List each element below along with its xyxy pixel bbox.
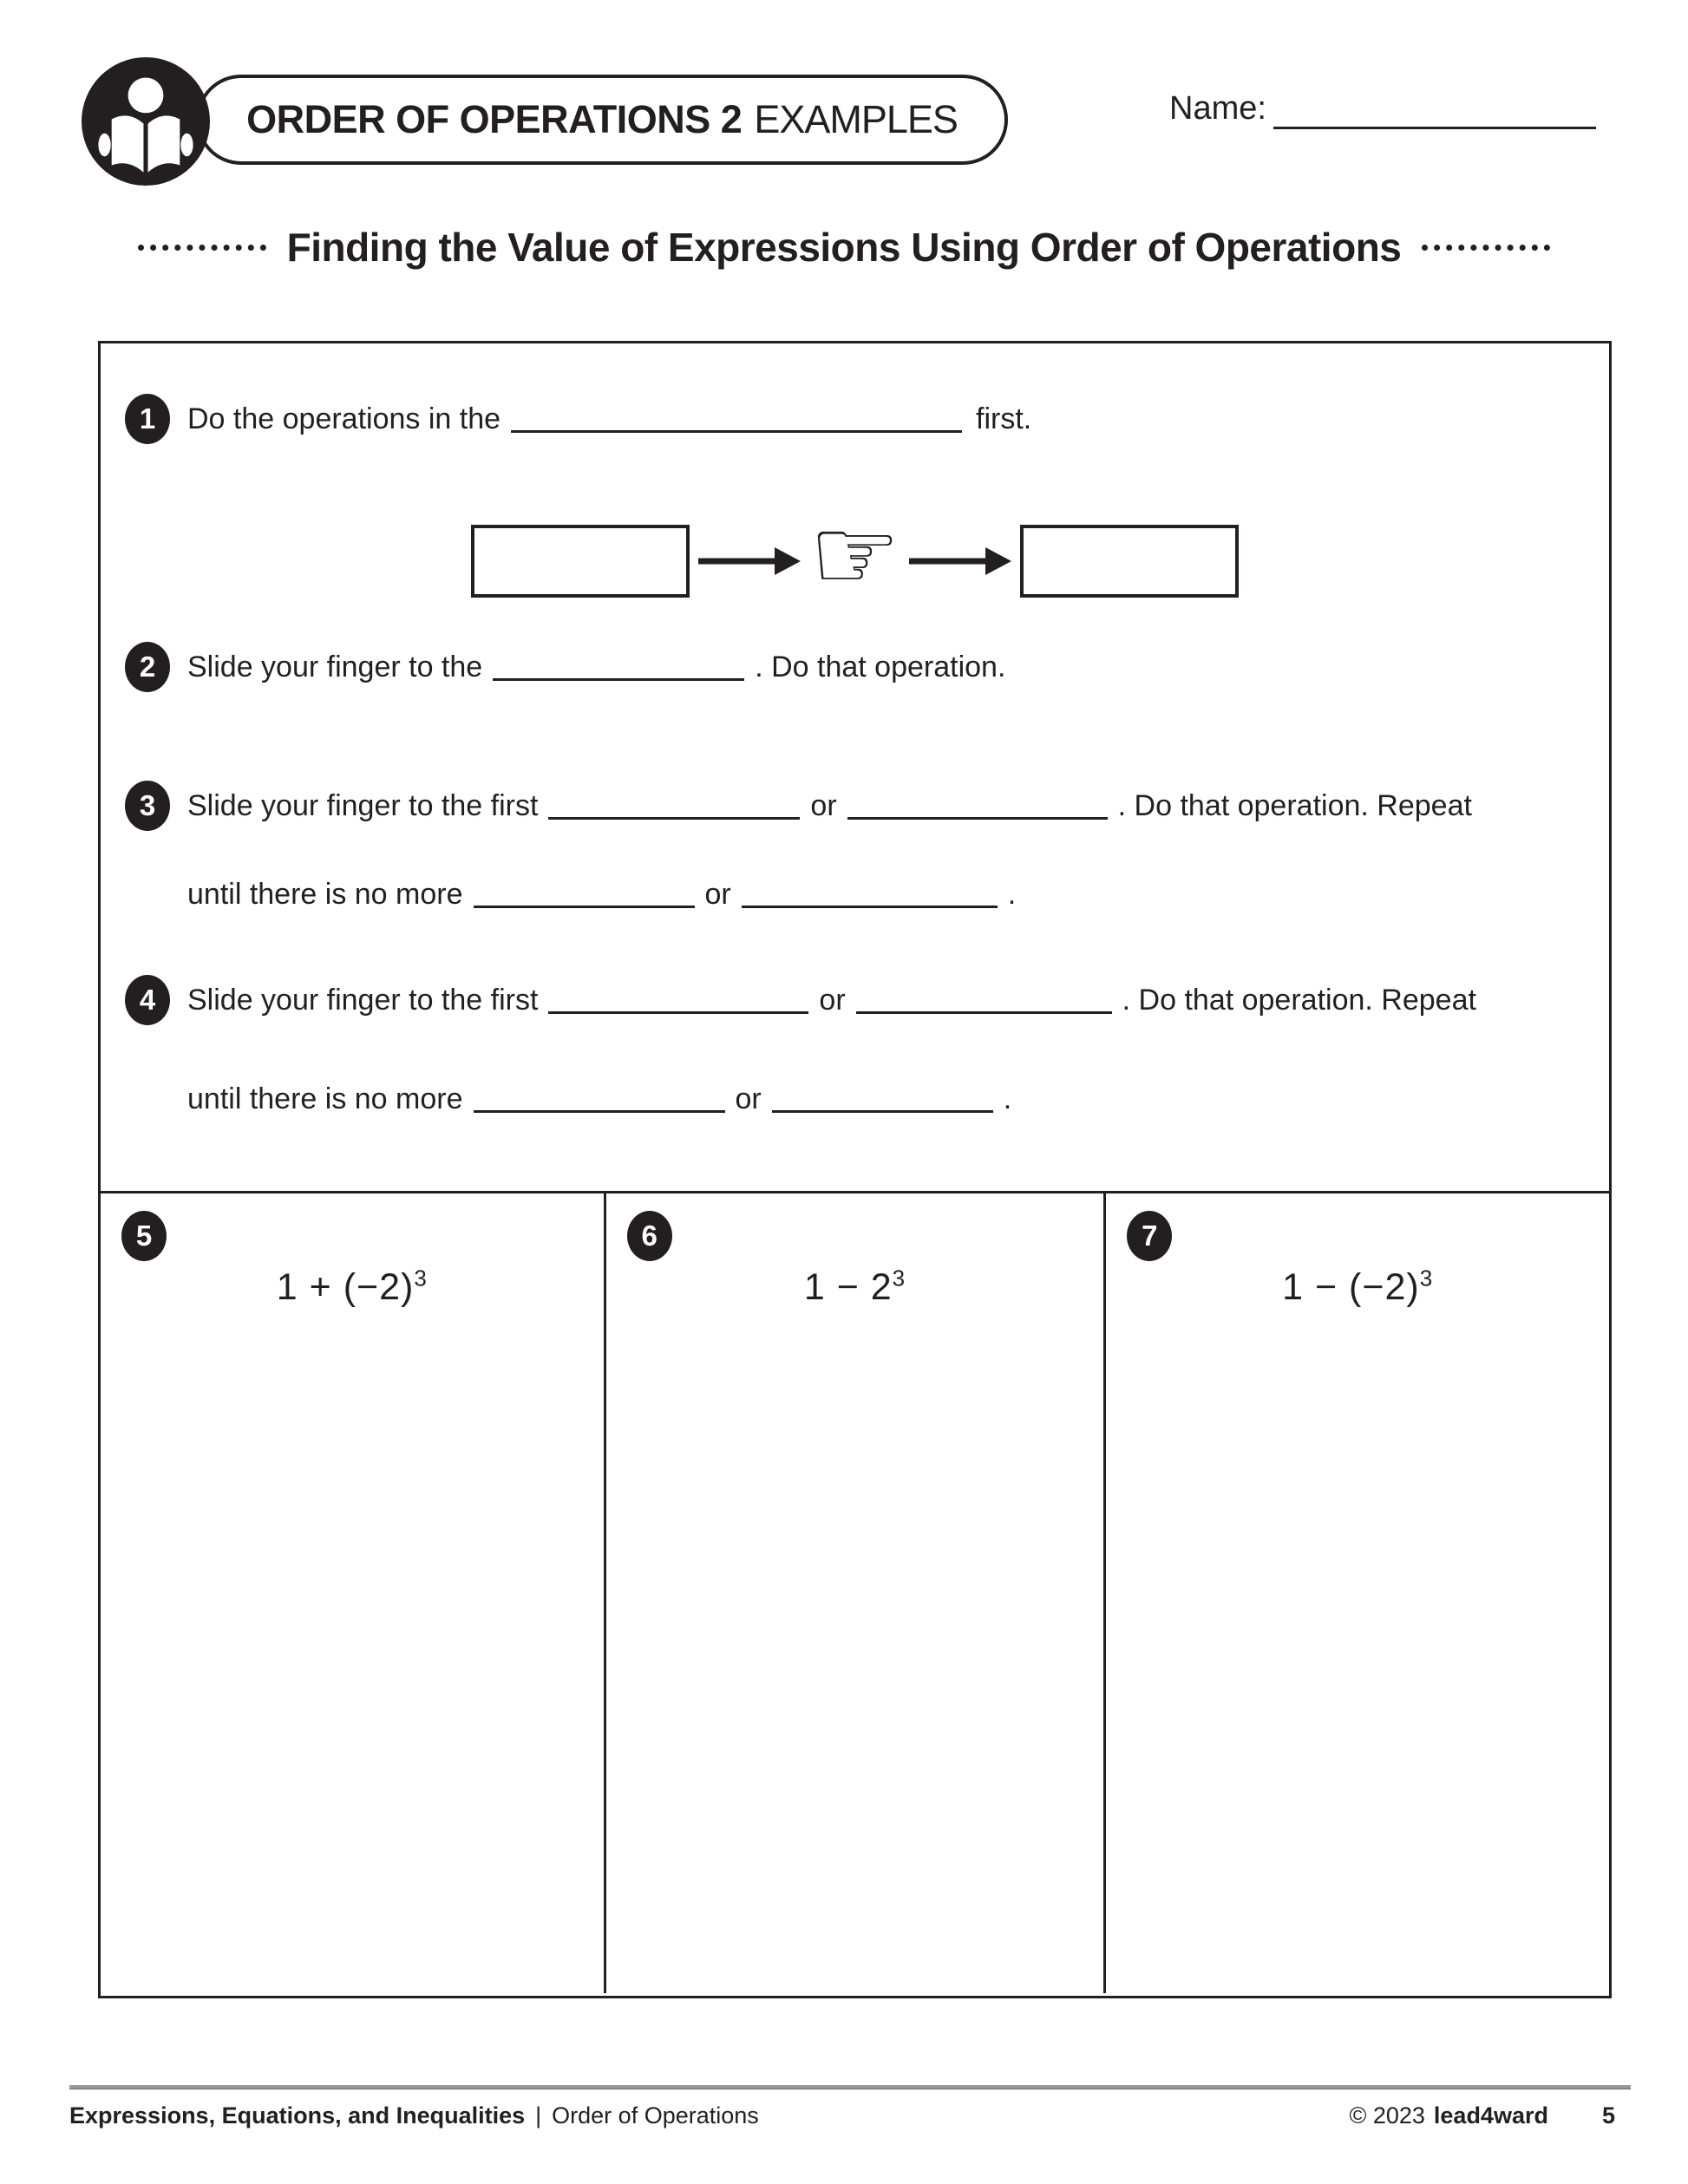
step-number-badge: 2: [125, 642, 170, 692]
fill-in-blank[interactable]: [772, 1103, 993, 1113]
step-number-badge: 3: [125, 781, 170, 831]
problem-number-badge: 5: [121, 1211, 167, 1261]
fill-in-blank[interactable]: [548, 810, 800, 820]
fill-in-blank[interactable]: [548, 1004, 808, 1014]
step-2-row: [125, 642, 1005, 692]
title-badge-main: ORDER OF OPERATIONS 2: [246, 97, 743, 141]
flow-diagram: [101, 494, 1609, 614]
step-number-badge: 4: [125, 975, 170, 1025]
reader-logo-icon: [82, 57, 210, 186]
problem-cell-5 work-area[interactable]: [101, 1193, 604, 1993]
name-fill-in-line[interactable]: [1273, 127, 1596, 129]
diagram-box-right[interactable]: [1020, 525, 1239, 598]
problem-number-badge: 7: [1127, 1211, 1172, 1261]
step-4-cont-or: or: [735, 1082, 762, 1115]
step-4-or: or: [819, 983, 846, 1017]
footer-series-title: Expressions, Equations, and Inequalities: [69, 2102, 526, 2128]
fill-in-blank[interactable]: [856, 1004, 1112, 1014]
footer-copyright-block: [1349, 2102, 1631, 2129]
problem-expression: [1106, 1266, 1609, 1309]
page-number: 5: [1601, 2102, 1615, 2128]
diagram-box-left[interactable]: [471, 525, 690, 598]
problem-cell-7 work-area[interactable]: [1106, 1193, 1609, 1993]
step-number-badge: 1: [125, 394, 170, 444]
fill-in-blank[interactable]: [847, 810, 1108, 820]
step-3-pre: Slide your finger to the first: [187, 788, 539, 822]
worksheet-box: [98, 341, 1612, 1998]
section-heading-text: Finding the Value of Expressions Using Order of Operations: [286, 225, 1402, 270]
footer-section-title: Order of Operations: [552, 2102, 759, 2128]
step-3-text-continued: [187, 878, 1016, 912]
fill-in-blank[interactable]: [511, 423, 962, 433]
section-heading: [87, 224, 1601, 271]
fill-in-blank[interactable]: [474, 1103, 725, 1113]
step-3-cont-pre: until there is no more: [187, 878, 463, 911]
step-4-text: [187, 984, 1476, 1017]
step-2-post: . Do that operation.: [755, 650, 1006, 683]
step-3-row: [125, 781, 1472, 831]
problem-expression: [101, 1266, 604, 1309]
step-3-text: [187, 789, 1472, 823]
pointing-hand-icon: ☞: [808, 494, 901, 614]
footer: [69, 2102, 1631, 2129]
title-badge-suffix: EXAMPLES: [754, 97, 958, 141]
step-1-post: first.: [976, 402, 1032, 435]
expression-base: 1 − (−2): [1282, 1266, 1420, 1308]
name-label: Name:: [1169, 90, 1266, 127]
footer-separator: |: [535, 2102, 542, 2128]
step-1-row: [125, 394, 1031, 444]
step-2-text: [187, 651, 1005, 684]
fill-in-blank[interactable]: [474, 899, 695, 908]
step-3-cont-post: .: [1007, 878, 1017, 911]
expression-base: 1 + (−2): [276, 1266, 415, 1308]
step-3-post: . Do that operation. Repeat: [1117, 788, 1472, 822]
problem-expression: [606, 1266, 1104, 1309]
step-1-text: [187, 402, 1031, 436]
expression-exponent: 3: [414, 1265, 428, 1291]
problem-number-badge: 6: [627, 1211, 672, 1261]
person-reading-book-icon: [82, 57, 210, 186]
step-4-cont-pre: until there is no more: [187, 1082, 463, 1115]
step-4-cont-post: .: [1003, 1082, 1012, 1115]
heading-dots-right-icon: [1422, 245, 1550, 251]
fill-in-blank[interactable]: [742, 899, 998, 908]
expression-exponent: 3: [1419, 1265, 1434, 1291]
footer-rule: [69, 2085, 1631, 2089]
step-2-pre: Slide your finger to the: [187, 650, 483, 683]
step-4-text-continued: [187, 1082, 1011, 1116]
arrow-right-icon: [698, 542, 801, 580]
footer-copyright: © 2023: [1349, 2102, 1425, 2128]
title-badge: [196, 75, 1008, 165]
expression-exponent: 3: [892, 1265, 906, 1291]
step-3-row-continued: [187, 878, 1016, 912]
footer-brand: lead4ward: [1433, 2102, 1548, 2128]
step-4-pre: Slide your finger to the first: [187, 983, 539, 1017]
step-3-or: or: [810, 788, 837, 822]
step-3-cont-or: or: [704, 878, 731, 911]
expression-base: 1 − 2: [803, 1266, 893, 1308]
step-4-row: [125, 975, 1476, 1025]
step-1-pre: Do the operations in the: [187, 402, 501, 435]
problem-cell-6 work-area[interactable]: [604, 1193, 1107, 1993]
footer-breadcrumb: [69, 2102, 759, 2129]
fill-in-blank[interactable]: [493, 671, 744, 681]
step-4-post: . Do that operation. Repeat: [1122, 983, 1476, 1017]
step-4-row-continued: [187, 1082, 1011, 1116]
heading-dots-left-icon: [138, 245, 266, 251]
problems-grid: [101, 1191, 1609, 1993]
arrow-right-icon: [909, 542, 1011, 580]
